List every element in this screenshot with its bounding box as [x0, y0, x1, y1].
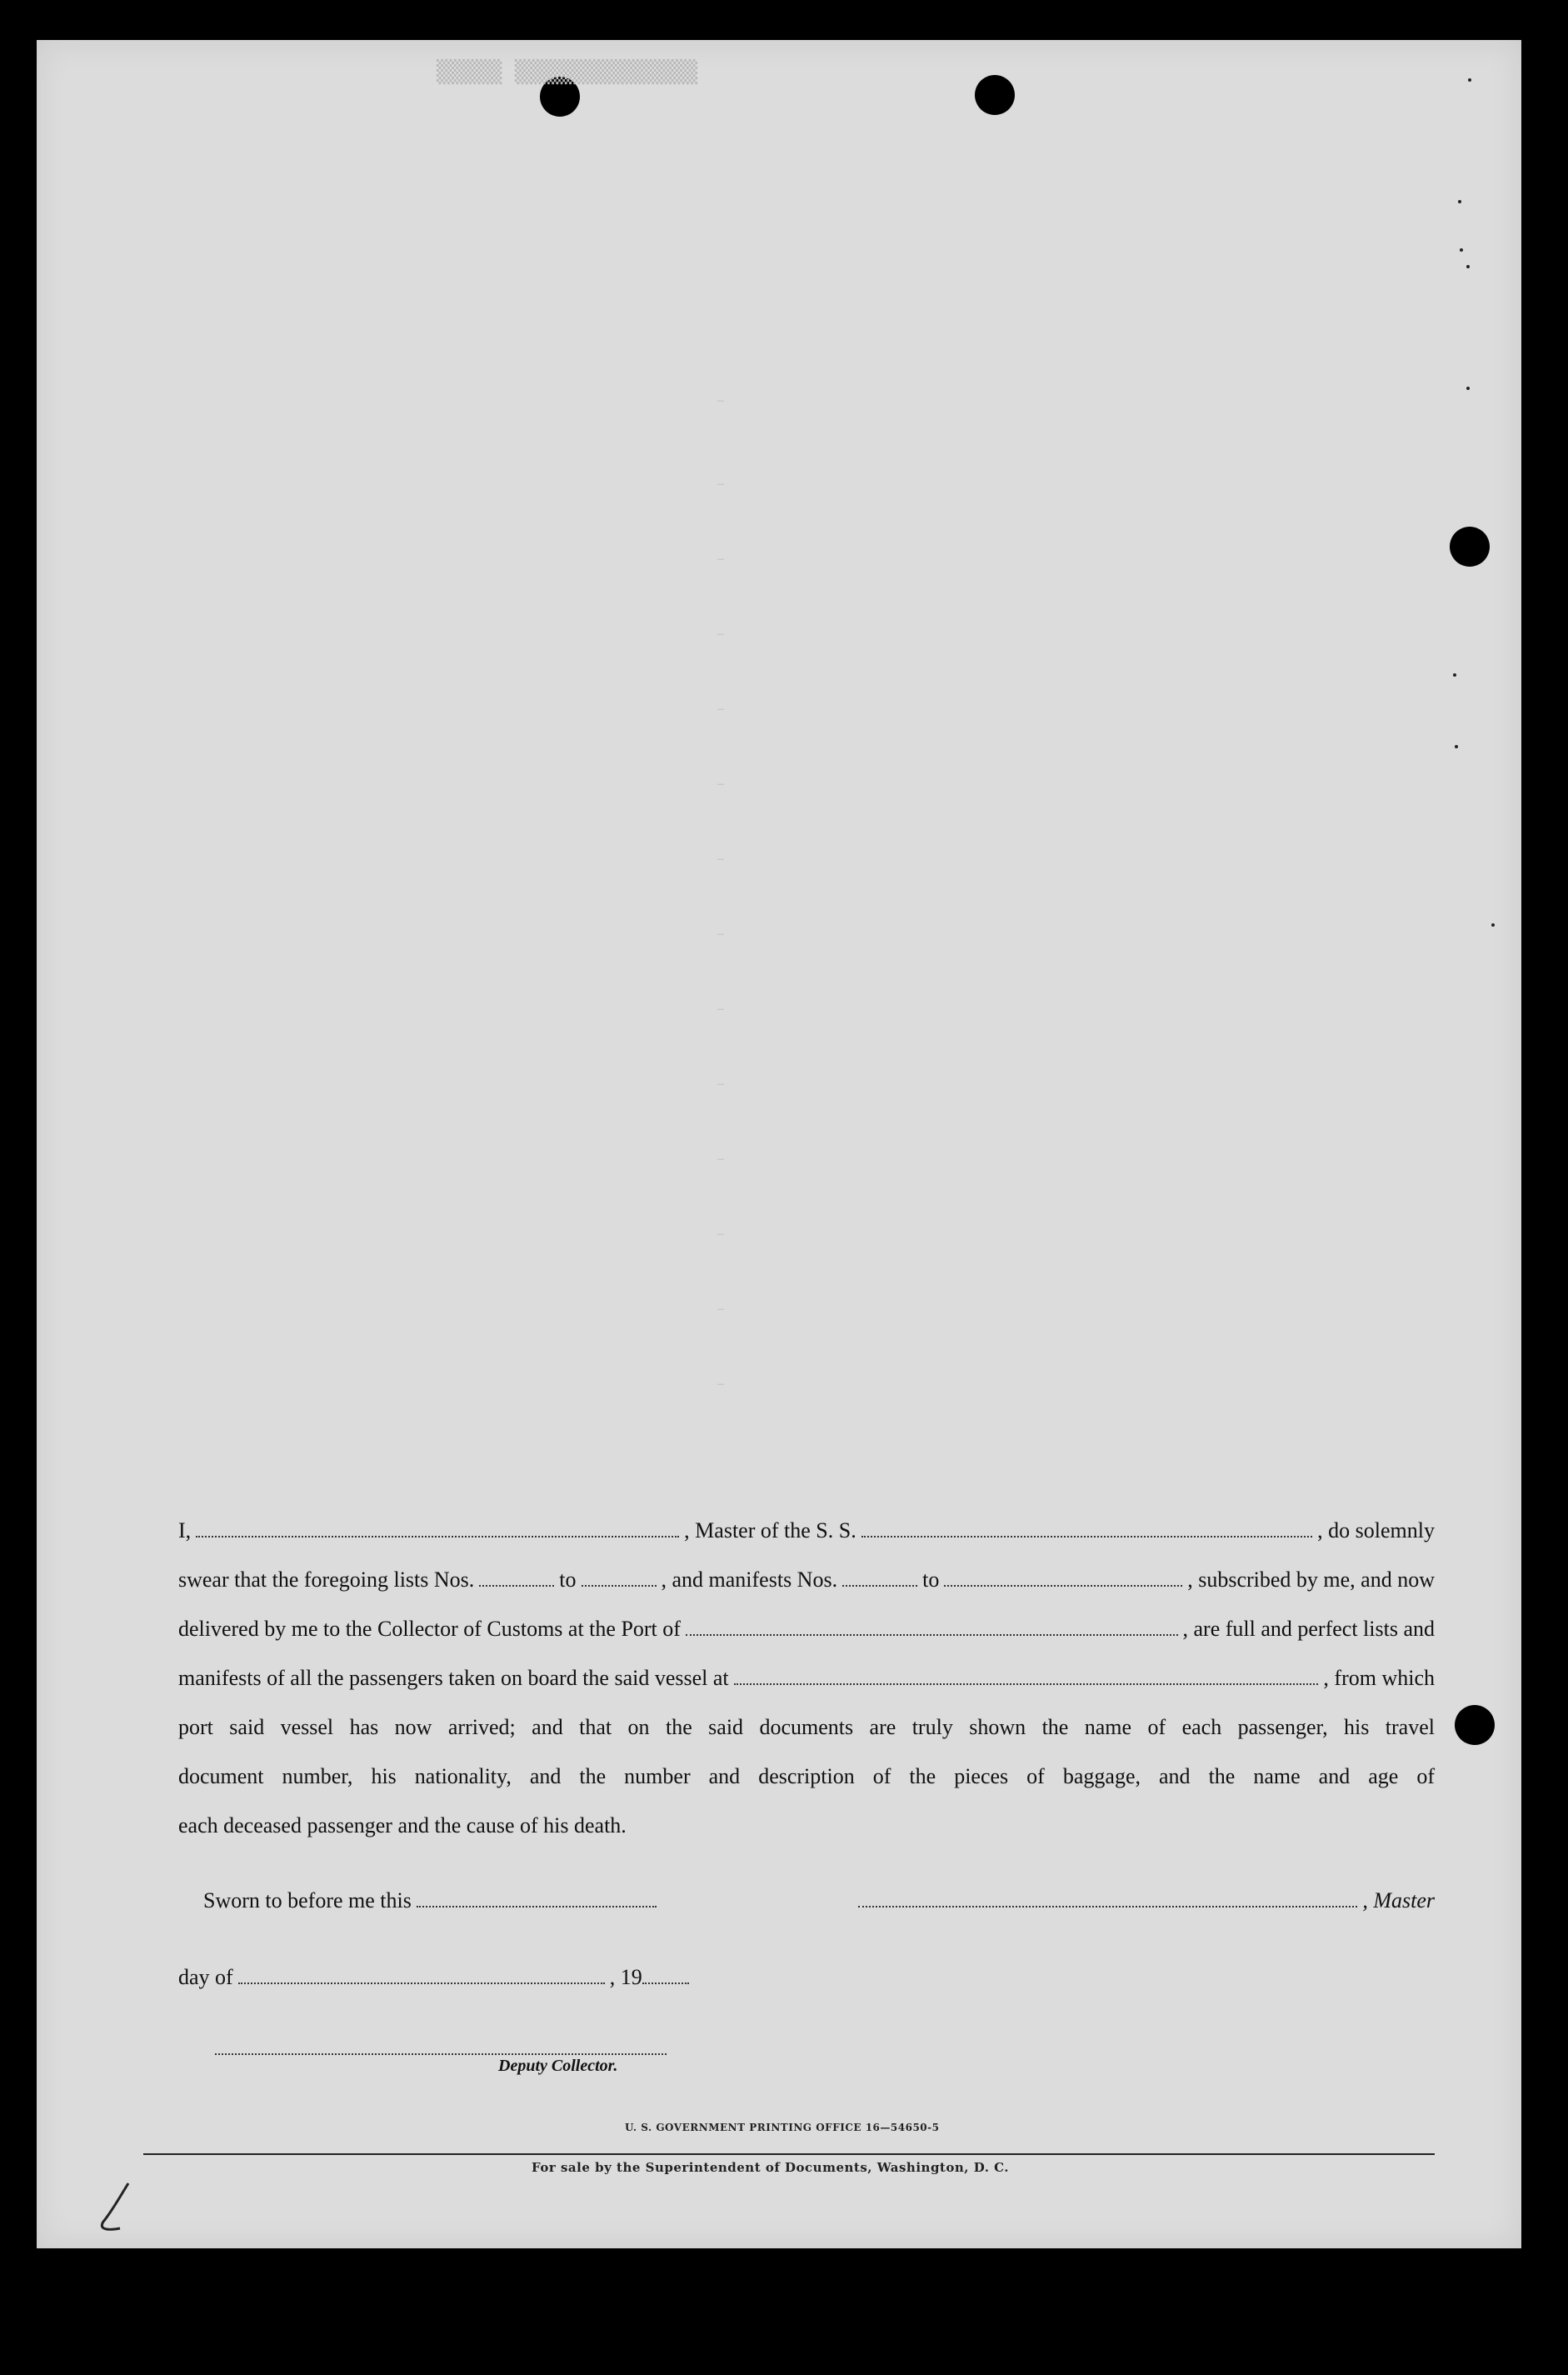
oath-paragraph [178, 1518, 1435, 1902]
port-of-arrival-field[interactable] [686, 1621, 1178, 1636]
lists-from-field[interactable] [479, 1572, 554, 1587]
oath-document-number: document number, his nationality, and the number and description of the pieces of baggage, and the name and age of [178, 1764, 1435, 1788]
deputy-collector-label: Deputy Collector. [498, 2057, 618, 2075]
speck [1491, 923, 1495, 927]
year-prefix: , 19 [609, 1965, 642, 1989]
gpo-imprint: U. S. GOVERNMENT PRINTING OFFICE 16—54650-5 [625, 2122, 940, 2133]
bleed-through-header: ▒▒▒▒▒ ▒▒▒▒▒▒▒▒▒▒▒▒▒▒ [437, 60, 698, 85]
bleed-through-mark: – [717, 473, 725, 493]
oath-line-3 [178, 1617, 1435, 1650]
lists-to-field[interactable] [582, 1572, 657, 1587]
day-of-month-field[interactable] [238, 1969, 605, 1984]
footer-rule [143, 2153, 1435, 2155]
sworn-label: Sworn to before me this [203, 1888, 412, 1912]
master-label: , Master [1362, 1888, 1435, 1912]
speck [1466, 265, 1470, 268]
oath-to-1: to [559, 1568, 577, 1592]
sworn-date-field[interactable] [417, 1892, 657, 1908]
oath-to-2: to [922, 1568, 940, 1592]
oath-delivered: delivered by me to the Collector of Customs at the Port of [178, 1617, 681, 1641]
master-signature-field[interactable] [858, 1892, 1357, 1908]
oath-line-4 [178, 1666, 1435, 1699]
oath-port-arrived: port said vessel has now arrived; and that on the said documents are truly shown the name of each passenger, his travel [178, 1715, 1435, 1739]
port-of-departure-field[interactable] [734, 1670, 1319, 1685]
day-of-label: day of [178, 1965, 233, 1989]
oath-solemnly: , do solemnly [1317, 1518, 1435, 1542]
bleed-through-mark: – [717, 923, 725, 943]
speck [1460, 248, 1463, 252]
punch-hole-right-upper [1450, 527, 1490, 567]
bleed-through-mark: – [717, 698, 725, 718]
speck [1468, 78, 1471, 82]
bleed-through-mark: – [717, 390, 725, 410]
speck [1458, 200, 1461, 203]
oath-subscribed: , subscribed by me, and now [1187, 1568, 1435, 1592]
oath-deceased: each deceased passenger and the cause of his death. [178, 1813, 627, 1838]
oath-full-perfect: , are full and perfect lists and [1182, 1617, 1435, 1641]
bleed-through-mark: – [717, 998, 725, 1018]
bleed-through-mark: – [717, 848, 725, 868]
speck [1455, 745, 1458, 748]
oath-line-5 [178, 1715, 1435, 1748]
punch-hole-top-right [975, 75, 1015, 115]
year-field[interactable] [642, 1969, 689, 1984]
speck [1453, 673, 1456, 677]
oath-line-6 [178, 1764, 1435, 1798]
manifests-to-field[interactable] [944, 1572, 1182, 1587]
punch-hole-right-lower [1455, 1705, 1495, 1745]
vessel-name-field[interactable] [861, 1522, 1312, 1538]
oath-line-7 [178, 1813, 1435, 1847]
bleed-through-mark: – [717, 548, 725, 568]
day-of-row [178, 1965, 1435, 1998]
oath-master-of: , Master of the S. S. [684, 1518, 856, 1542]
oath-i: I, [178, 1518, 192, 1542]
sworn-row [178, 1888, 1435, 1922]
oath-line-1 [178, 1518, 1435, 1552]
sworn-line [178, 1888, 1435, 1922]
bleed-through-mark: – [717, 1073, 725, 1093]
bleed-through-mark: – [717, 1373, 725, 1393]
oath-manifests-all: manifests of all the passengers taken on board the said vessel at [178, 1666, 729, 1690]
bleed-through-mark: – [717, 1148, 725, 1168]
oath-from-which: , from which [1323, 1666, 1435, 1690]
sale-notice: For sale by the Superintendent of Documents, Washington, D. C. [532, 2160, 1010, 2175]
bleed-through-mark: – [717, 1223, 725, 1243]
bleed-through-mark: – [717, 1298, 725, 1318]
day-of-line [178, 1965, 1435, 1998]
oath-line-2 [178, 1568, 1435, 1601]
speck [1466, 387, 1470, 390]
deputy-signature-field[interactable] [215, 2040, 667, 2055]
manifests-from-field[interactable] [842, 1572, 917, 1587]
master-name-field[interactable] [196, 1522, 679, 1538]
handwritten-mark [87, 2178, 145, 2245]
document-sheet [37, 40, 1521, 2248]
oath-manifests: , and manifests Nos. [661, 1568, 838, 1592]
bleed-through-mark: – [717, 773, 725, 793]
bleed-through-mark: – [717, 623, 725, 643]
oath-swear: swear that the foregoing lists Nos. [178, 1568, 475, 1592]
